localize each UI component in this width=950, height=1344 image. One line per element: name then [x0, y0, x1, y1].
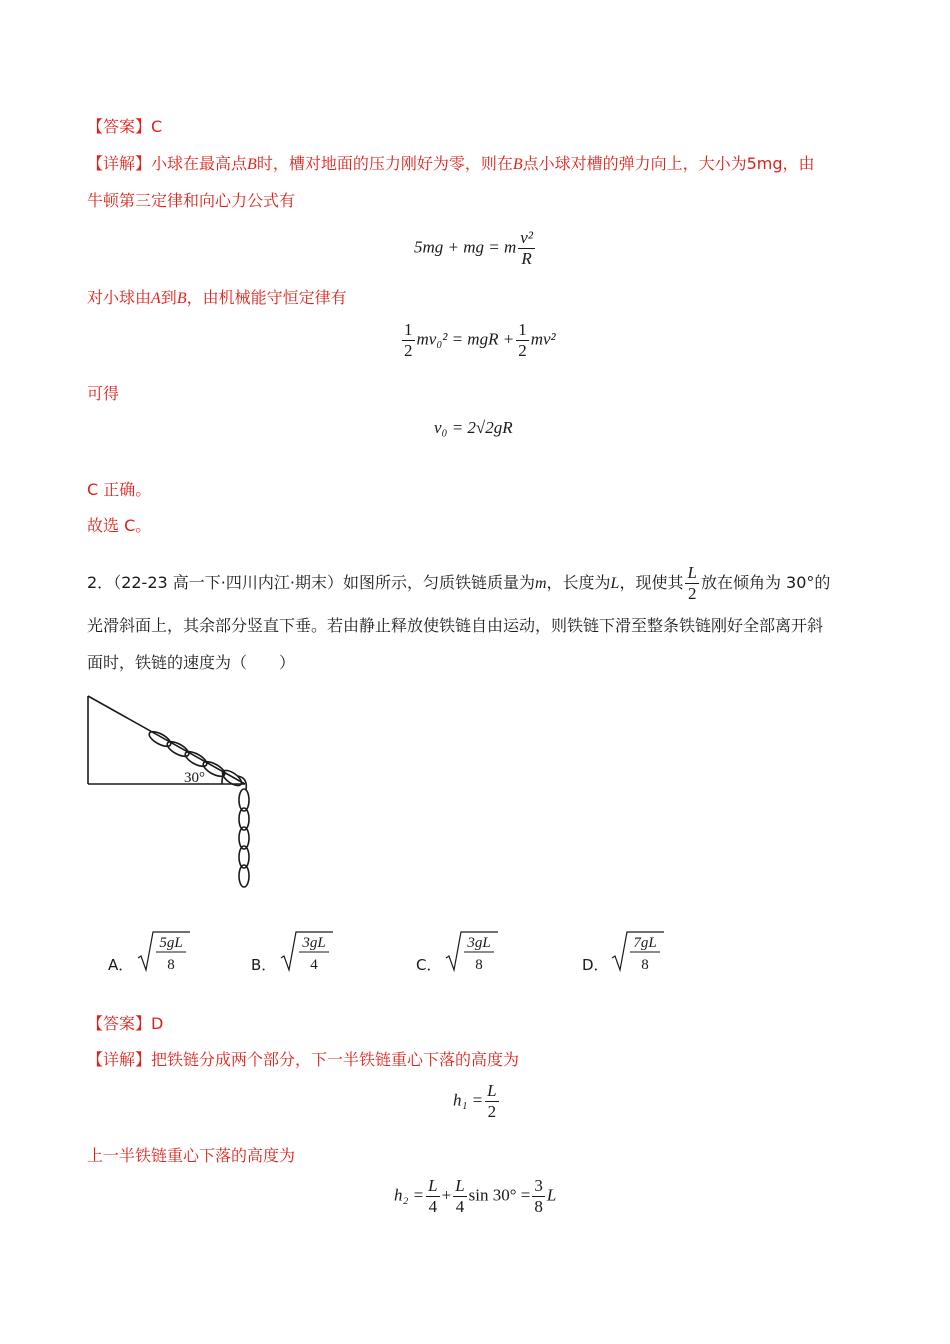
frac-den: 4	[428, 1197, 438, 1216]
option-num: 7gL	[633, 935, 657, 951]
detail-tag: 【详解】	[87, 154, 152, 173]
question-source: （22-23 高一下·四川内江·期末）	[113, 573, 343, 592]
question-text: 放在倾角为 30°的	[700, 573, 831, 592]
equation-h1	[453, 1081, 501, 1122]
detail-text: 到	[160, 288, 177, 307]
frac-den: 4	[455, 1197, 465, 1216]
fraction	[685, 563, 698, 604]
eq-term: mv₀² = mgR +	[416, 329, 515, 349]
option-num: 3gL	[302, 935, 326, 951]
chain-hanging	[239, 789, 249, 887]
equation-h2	[394, 1176, 556, 1217]
option-label: C．	[416, 956, 442, 974]
question-number: 2．	[87, 573, 114, 592]
answer-value: D	[151, 1014, 164, 1033]
frac-num: 1	[404, 320, 413, 339]
math-var: L	[610, 575, 620, 592]
fraction	[516, 320, 529, 361]
question-2-line-1	[87, 563, 830, 604]
detail-2-line-1	[87, 1049, 519, 1071]
frac-den: 2	[487, 1102, 497, 1121]
detail-text: 点小球对槽的弹力向上，大小为	[522, 154, 747, 173]
math-var: B	[247, 156, 257, 173]
frac-den: 2	[518, 341, 527, 360]
sqrt-sign	[610, 928, 664, 974]
math-var: A	[151, 290, 161, 307]
options-row	[108, 928, 868, 978]
frac-den: 2	[404, 341, 413, 360]
detail-text: 把铁链分成两个部分，下一半铁链重心下落的高度为	[151, 1050, 520, 1069]
detail-text: 对小球由	[87, 288, 152, 307]
option-label: A．	[108, 956, 134, 974]
question-2-line-2: 光滑斜面上，其余部分竖直下垂。若由静止释放使铁链自由运动，则铁链下滑至整条铁链刚好全部离开斜	[87, 616, 824, 635]
question-text: 如图所示，匀质铁链质量为	[342, 573, 535, 592]
math-expr: 5mg	[746, 154, 783, 173]
equation-result: v₀ = 2√2gR	[434, 418, 513, 437]
eq-term: mv²	[530, 329, 556, 349]
detail-tag: 【详解】	[87, 1050, 152, 1069]
sqrt-sign	[444, 928, 498, 974]
detail-line-4: C 正确。	[87, 480, 152, 499]
equation-centripetal	[414, 228, 537, 269]
fraction	[426, 1176, 439, 1217]
option-num: 5gL	[159, 935, 183, 951]
detail-text: ，由	[782, 154, 815, 173]
question-2-line-3: 面时，铁链的速度为（ ）	[87, 653, 296, 672]
math-var: m	[534, 575, 547, 592]
eq-left: h₁ =	[453, 1090, 484, 1110]
detail-line-5: 故选 C。	[87, 516, 152, 535]
option-label: D．	[582, 956, 609, 974]
detail-line-1b: 牛顿第三定律和向心力公式有	[87, 191, 296, 210]
math-var: B	[176, 290, 187, 307]
option-den: 8	[167, 957, 175, 973]
eq-left: h₂ =	[394, 1185, 425, 1205]
equation-energy	[400, 320, 556, 361]
option-den: 4	[310, 957, 318, 973]
answer-line-1	[87, 116, 162, 138]
detail-text: 时，槽对地面的压力刚好为零，则在	[256, 154, 513, 173]
question-text: ，现使其	[619, 573, 684, 592]
answer-tag: 【答案】	[87, 1014, 152, 1033]
fraction	[485, 1081, 498, 1122]
fraction	[532, 1176, 545, 1217]
answer-tag: 【答案】	[87, 117, 152, 136]
detail-2-line-2: 上一半铁链重心下落的高度为	[87, 1146, 296, 1165]
frac-num: 3	[534, 1176, 543, 1195]
eq-left: 5mg + mg = m	[414, 237, 517, 257]
math-var: B	[512, 156, 523, 173]
frac-num: L	[455, 1176, 465, 1195]
detail-line-2	[87, 287, 347, 310]
frac-den: 8	[534, 1197, 543, 1216]
option-den: 8	[641, 957, 649, 973]
detail-line-1	[87, 153, 815, 176]
question-text: ，长度为	[546, 573, 611, 592]
frac-num: L	[687, 563, 697, 582]
incline-chain-figure	[80, 690, 270, 900]
answer-value: C	[151, 117, 163, 136]
option-label: B．	[251, 956, 277, 974]
option-num: 3gL	[467, 935, 491, 951]
sqrt-sign	[136, 928, 190, 974]
detail-text: 小球在最高点	[151, 154, 248, 173]
detail-text: ，由机械能守恒定律有	[186, 288, 347, 307]
eq-plus: +	[441, 1185, 452, 1205]
fraction	[453, 1176, 466, 1217]
frac-den: 2	[687, 584, 697, 603]
frac-den: R	[521, 249, 532, 268]
sqrt-sign	[279, 928, 333, 974]
eq-mid: sin 30° =	[468, 1185, 531, 1205]
frac-num: v²	[520, 228, 533, 247]
detail-line-3: 可得	[87, 384, 120, 403]
frac-num: L	[428, 1176, 438, 1195]
fraction	[518, 228, 535, 269]
answer-line-2	[87, 1013, 163, 1035]
frac-num: L	[487, 1081, 497, 1100]
angle-label: 30°	[184, 770, 205, 786]
frac-num: 1	[518, 320, 527, 339]
fraction	[402, 320, 415, 361]
eq-right: L	[546, 1185, 557, 1205]
incline-slope	[88, 696, 245, 784]
option-den: 8	[475, 957, 483, 973]
